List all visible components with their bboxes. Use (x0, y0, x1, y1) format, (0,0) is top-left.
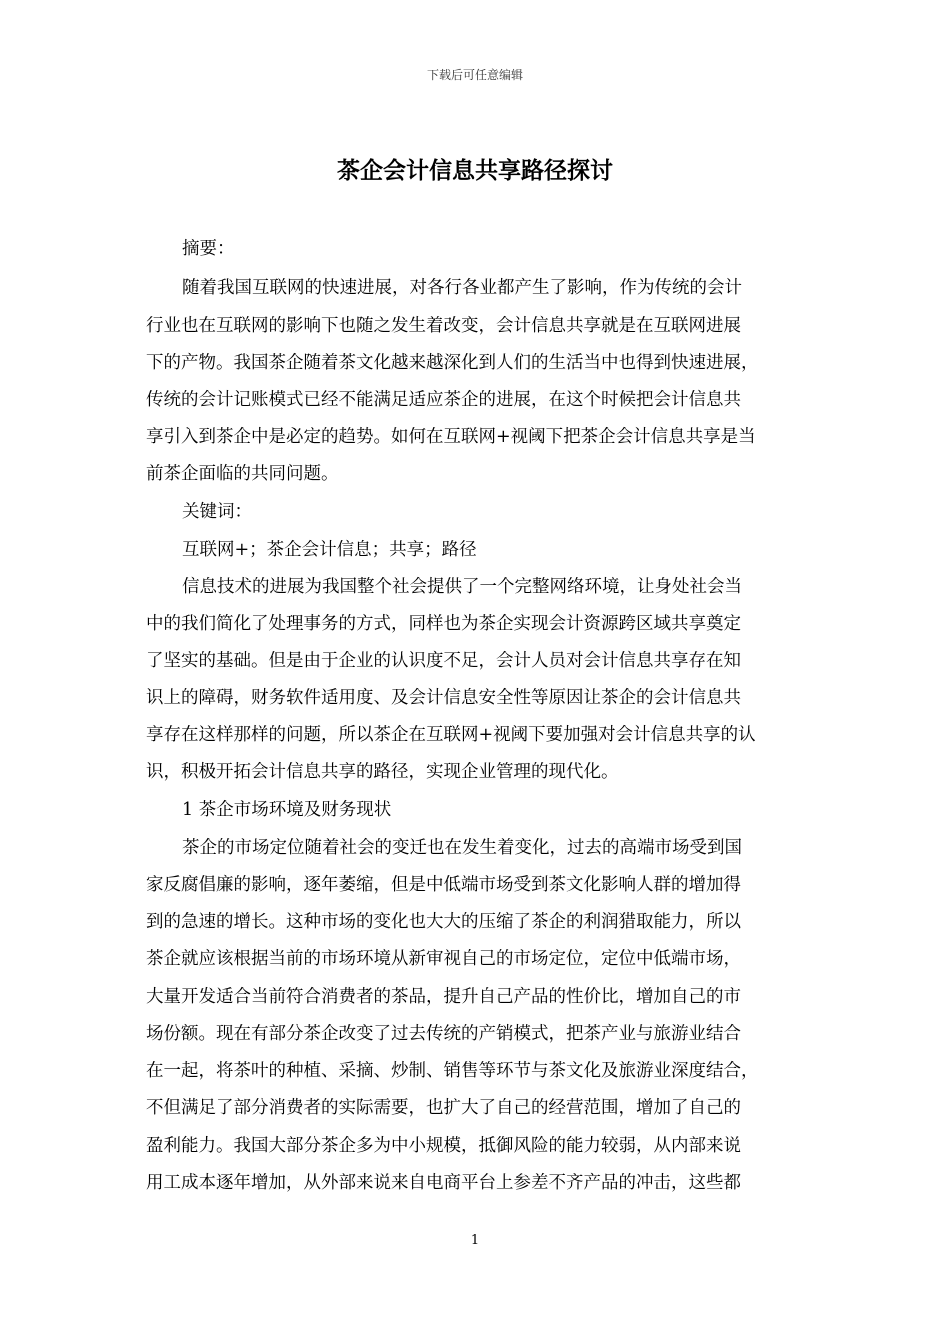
section-line: 盈利能力。我国大部分茶企多为中小规模，抵御风险的能力较弱，从内部来说 (146, 1136, 741, 1156)
intro-line: 了坚实的基础。但是由于企业的认识度不足，会计人员对会计信息共享存在知 (146, 651, 741, 671)
abstract-line: 随着我国互联网的快速进展，对各行各业都产生了影响，作为传统的会计 (182, 278, 742, 298)
abstract-line: 享引入到茶企中是必定的趋势。如何在互联网+视阈下把茶企会计信息共享是当 (146, 427, 756, 447)
abstract-line: 行业也在互联网的影响下也随之发生着改变，会计信息共享就是在互联网进展 (146, 316, 741, 336)
keywords-label: 关键词： (182, 502, 252, 522)
page-header: 下载后可任意编辑 (426, 68, 523, 82)
abstract-line: 下的产物。我国茶企随着茶文化越来越深化到人们的生活当中也得到快速进展， (146, 353, 759, 373)
section-line: 到的急速的增长。这种市场的变化也大大的压缩了茶企的利润猎取能力，所以 (146, 912, 741, 932)
intro-line: 识，积极开拓会计信息共享的路径，实现企业管理的现代化。 (146, 762, 619, 782)
intro-line: 中的我们简化了处理事务的方式，同样也为茶企实现会计资源跨区域共享奠定 (146, 614, 741, 634)
section-line: 用工成本逐年增加，从外部来说来自电商平台上参差不齐产品的冲击，这些都 (146, 1173, 741, 1193)
section-heading: 1 茶企市场环境及财务现状 (182, 800, 392, 820)
page-number: 1 (470, 1233, 480, 1248)
intro-line: 享存在这样那样的问题，所以茶企在互联网+视阈下要加强对会计信息共享的认 (146, 725, 756, 745)
section-line: 大量开发适合当前符合消费者的茶品，提升自己产品的性价比，增加自己的市 (146, 987, 741, 1007)
section-line: 茶企的市场定位随着社会的变迁也在发生着变化，过去的高端市场受到国 (182, 838, 742, 858)
section-line: 不但满足了部分消费者的实际需要，也扩大了自己的经营范围，增加了自己的 (146, 1098, 741, 1118)
abstract-line: 前茶企面临的共同问题。 (146, 464, 339, 484)
keywords: 互联网+；茶企会计信息；共享；路径 (182, 540, 477, 560)
abstract-line: 传统的会计记账模式已经不能满足适应茶企的进展，在这个时候把会计信息共 (146, 390, 741, 410)
intro-line: 识上的障碍，财务软件适用度、及会计信息安全性等原因让茶企的会计信息共 (146, 688, 741, 708)
document-title: 茶企会计信息共享路径探讨 (337, 158, 613, 184)
intro-line: 信息技术的进展为我国整个社会提供了一个完整网络环境，让身处社会当 (182, 577, 742, 597)
abstract-label: 摘要： (182, 239, 235, 259)
section-line: 场份额。现在有部分茶企改变了过去传统的产销模式，把茶产业与旅游业结合 (146, 1024, 741, 1044)
section-line: 在一起，将茶叶的种植、采摘、炒制、销售等环节与茶文化及旅游业深度结合， (146, 1061, 759, 1081)
section-line: 茶企就应该根据当前的市场环境从新审视自己的市场定位，定位中低端市场， (146, 949, 741, 969)
section-line: 家反腐倡廉的影响，逐年萎缩，但是中低端市场受到茶文化影响人群的增加得 (146, 875, 741, 895)
